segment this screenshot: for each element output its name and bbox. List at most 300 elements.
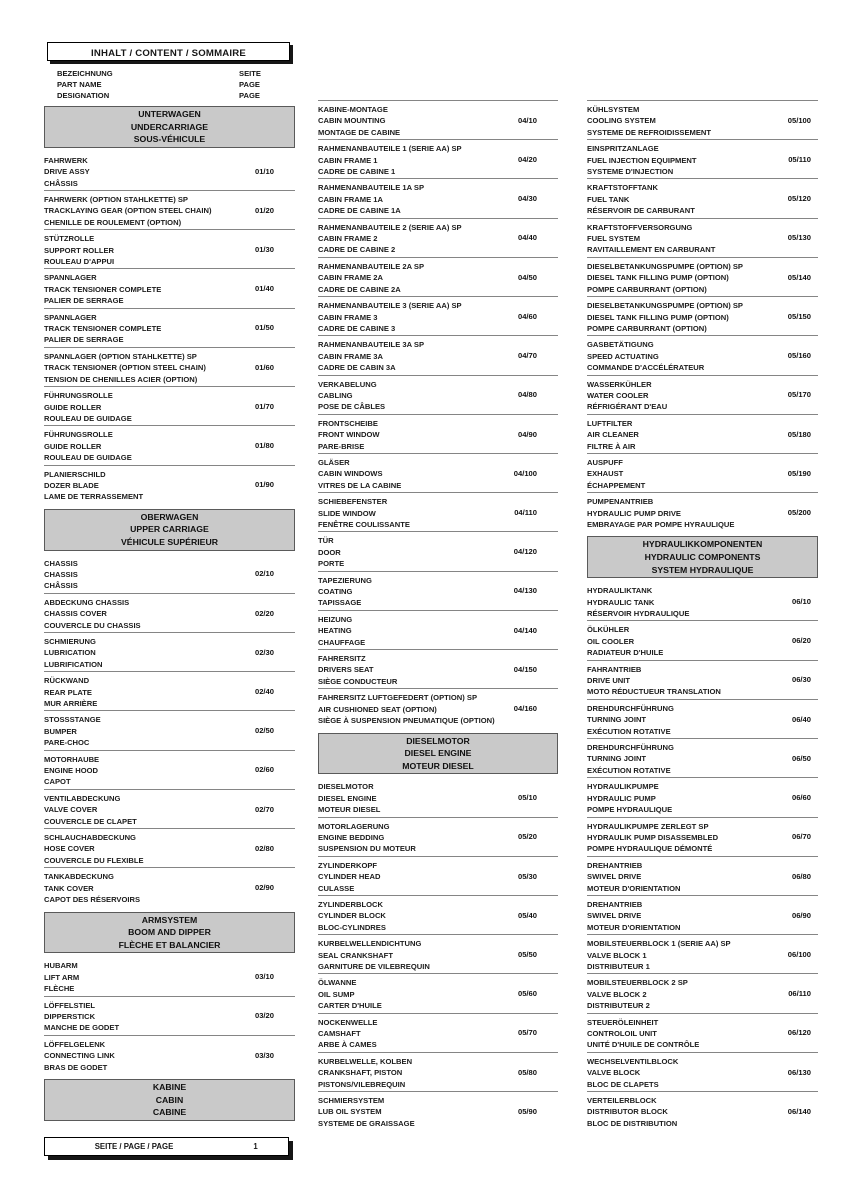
toc-entry [587,660,818,699]
toc-entry [44,996,295,1035]
section-header-line: CABIN [155,1094,184,1105]
entry-page-ref: 06/110 [788,989,811,999]
section-header-line: DIESELMOTOR [406,735,470,746]
entry-line-de: ZYLINDERBLOCK [318,899,383,909]
entry-line-en: AIR CUSHIONED SEAT (OPTION) [318,704,437,714]
entry-line-fr: ROULEAU D'APPUI [44,257,115,267]
entry-line-fr: FILTRE À AIR [587,441,636,451]
contents-title-box [47,42,290,61]
entry-line-de: LUFTFILTER [587,418,633,428]
entry-line-fr: ROULEAU DE GUIDAGE [44,453,132,463]
entry-page-ref: 05/30 [517,871,537,881]
entry-line-de: VENTILABDECKUNG [44,793,121,803]
entry-page-ref: 06/10 [791,596,811,606]
entry-line-fr: CADRE DE CABINE 1 [318,167,396,177]
section-header [44,509,295,551]
entry-line-fr: SYSTEME D'INJECTION [587,167,674,177]
section-header-line: SYSTEM HYDRAULIQUE [651,564,754,575]
entry-page-ref: 04/120 [513,547,537,557]
entry-page-ref: 03/10 [254,972,274,982]
entry-line-en: CABLING [318,390,353,400]
entry-page-ref: 02/70 [254,804,274,814]
entry-page-ref: 06/60 [791,793,811,803]
entry-line-en: TANK COVER [44,883,94,893]
entry-line-fr: CHAUFFAGE [318,637,366,647]
entry-line-fr: SIÈGE CONDUCTEUR [318,676,398,686]
entry-line-en: VALVE BLOCK 1 [587,950,647,960]
toc-entry [318,688,558,727]
entry-line-en: OIL COOLER [587,636,635,646]
entry-line-fr: MOTO RÉDUCTUEUR TRANSLATION [587,687,721,697]
toc-entry [44,347,295,386]
entry-page-ref: 02/20 [254,608,274,618]
entry-line-fr: ÉCHAPPEMENT [587,480,646,490]
section-header-line: BOOM AND DIPPER [128,927,211,938]
entry-page-ref: 05/10 [517,793,537,803]
toc-entry [44,828,295,867]
entry-line-fr: GARNITURE DE VILEBREQUIN [318,961,430,971]
entry-line-fr: BLOC-CYLINDRES [318,922,386,932]
entry-line-de: ÖLKÜHLER [587,625,630,635]
entry-line-fr: CARTER D'HUILE [318,1001,382,1011]
entry-line-en: HYDRAULIC PUMP [587,793,656,803]
entry-page-ref: 05/70 [517,1028,537,1038]
entry-line-de: SPANNLAGER [44,273,97,283]
entry-line-fr: RÉSERVOIR DE CARBURANT [587,206,695,216]
entry-line-en: LIFT ARM [44,972,80,982]
entry-line-de: KRAFTSTOFFVERSORGUNG [587,222,693,232]
entry-line-en: ENGINE BEDDING [318,832,385,842]
entry-page-ref: 04/150 [513,664,537,674]
toc-entry [587,620,818,659]
toc-entry [587,777,818,816]
section-header-line: UPPER CARRIAGE [130,524,209,535]
entry-page-ref: 06/100 [787,949,811,959]
entry-line-de: TAPEZIERUNG [318,575,372,585]
entry-line-de: ZYLINDERKOPF [318,860,378,870]
entry-line-de: WECHSELVENTILBLOCK [587,1056,679,1066]
entry-line-de: WASSERKÜHLER [587,379,652,389]
entry-line-fr: CADRE DE CABIN 3A [318,363,396,373]
entry-line-en: LUB OIL SYSTEM [318,1107,382,1117]
entry-line-fr: RADIATEUR D'HUILE [587,648,664,658]
entry-line-de: DIESELBETANKUNGSPUMPE (OPTION) SP [587,261,743,271]
section-header-line: HYDRAULIC COMPONENTS [644,552,761,562]
toc-entry [44,425,295,464]
entry-line-fr: SUSPENSION DU MOTEUR [318,844,416,854]
section-header-line: ARMSYSTEM [141,914,198,925]
entry-line-en: LUBRICATION [44,648,96,658]
toc-entry [44,229,295,268]
entry-page-ref: 05/170 [787,390,811,400]
entry-page-ref: 04/40 [517,233,537,243]
entry-line-fr: CHÂSSIS [44,581,78,591]
entry-line-en: SUPPORT ROLLER [44,245,115,255]
entry-line-de: TANKABDECKUNG [44,872,114,882]
entry-page-ref: 01/10 [254,166,274,176]
entry-line-de: HYDRAULIKPUMPE ZERLEGT SP [587,821,709,831]
toc-entry [318,973,558,1012]
entry-page-ref: 05/100 [787,115,811,125]
section-header [587,536,818,578]
entry-line-de: DREHDURCHFÜHRUNG [587,703,674,713]
entry-page-ref: 04/110 [514,507,537,517]
toc-entry [318,817,558,856]
entry-line-fr: EXÉCUTION ROTATIVE [587,765,671,775]
entry-line-fr: MOTEUR DIESEL [318,805,381,815]
entry-page-ref: 06/80 [791,871,811,881]
entry-line-fr: MOTEUR D'ORIENTATION [587,883,681,893]
toc-entry [44,152,295,190]
section-header [44,1079,295,1121]
entry-page-ref: 04/60 [517,311,537,321]
toc-block-list-1 [44,106,295,1121]
entry-line-de: PUMPENANTRIEB [587,497,654,507]
entry-line-fr: CULASSE [318,883,355,893]
entry-line-en: CABIN FRAME 3A [318,351,383,361]
entry-line-en: DIESEL ENGINE [318,793,377,803]
entry-line-fr: MOTEUR D'ORIENTATION [587,922,681,932]
entry-page-ref: 06/20 [791,636,811,646]
entry-line-en: SEAL CRANKSHAFT [318,950,393,960]
entry-line-en: GUIDE ROLLER [44,402,102,412]
section-header [44,912,295,954]
entry-page-ref: 01/90 [254,480,274,490]
entry-line-de: VERKABELUNG [318,379,377,389]
entry-page-ref: 05/150 [787,311,811,321]
entry-line-en: FUEL INJECTION EQUIPMENT [587,155,697,165]
entry-line-fr: DISTRIBUTEUR 2 [587,1001,650,1011]
toc-entry [318,414,558,453]
section-header-line: UNDERCARRIAGE [130,121,209,132]
entry-page-ref: 05/190 [787,468,811,478]
entry-line-fr: POMPE HYDRAULIQUE [587,805,673,815]
entry-line-en: VALVE BLOCK 2 [587,989,647,999]
toc-entry [587,296,818,335]
entry-page-ref: 05/20 [517,832,537,842]
entry-line-fr: TAPISSAGE [318,598,362,608]
entry-page-ref: 01/70 [254,401,274,411]
entry-line-de: SCHMIERUNG [44,636,96,646]
toc-entry [318,934,558,973]
toc-entry [587,257,818,296]
entry-line-fr: CADRE DE CABINE 1A [318,206,401,216]
entry-line-de: KURBELWELLENDICHTUNG [318,939,422,949]
entry-line-de: MOTORLAGERUNG [318,821,390,831]
entry-line-de: HUBARM [44,961,78,971]
entry-line-fr: CAPOT DES RÉSERVOIRS [44,895,141,905]
entry-line-en: COATING [318,587,353,597]
toc-entry [587,492,818,531]
toc-entry [587,139,818,178]
entry-line-en: CRANKSHAFT, PISTON [318,1068,403,1078]
entry-line-de: ÖLWANNE [318,978,357,988]
entry-line-fr: MANCHE DE GODET [44,1023,120,1033]
entry-line-en: FUEL SYSTEM [587,234,641,244]
entry-page-ref: 02/90 [254,883,274,893]
entry-line-fr: ARBE À CAMES [318,1040,377,1050]
toc-entry [587,414,818,453]
entry-line-en: GUIDE ROLLER [44,441,102,451]
page-label-group [239,68,261,102]
entry-line-de: DREHANTRIEB [587,860,643,870]
entry-line-en: DOZER BLADE [44,480,99,490]
toc-entry [587,738,818,777]
entry-page-ref: 06/140 [787,1106,811,1116]
entry-page-ref: 04/90 [517,429,537,439]
entry-page-ref: 06/50 [791,753,811,763]
entry-line-de: PLANIERSCHILD [44,469,106,479]
entry-line-fr: FENÊTRE COULISSANTE [318,520,410,529]
entry-line-fr: POMPE CARBURRANT (OPTION) [587,323,707,333]
entry-line-de: RAHMENANBAUTEILE 2 (SERIE AA) SP [318,222,462,232]
entry-line-de: MOBILSTEUERBLOCK 2 SP [587,978,688,988]
toc-entry [318,492,558,531]
entry-line-en: DRIVERS SEAT [318,665,374,675]
entry-line-fr: PARE-CHOC [44,738,90,748]
entry-line-en: DRIVE UNIT [587,676,631,686]
section-header-line: KABINE [152,1081,187,1092]
toc-entry [318,856,558,895]
entry-line-fr: EXÉCUTION ROTATIVE [587,726,671,736]
entry-line-fr: CADRE DE CABINE 3 [318,323,396,333]
entry-line-en: TURNING JOINT [587,754,647,764]
entry-line-fr: COMMANDE D'ACCÉLÉRATEUR [587,363,705,373]
section-header-line: HYDRAULIKKOMPONENTEN [642,539,763,550]
entry-line-fr: MUR ARRIÈRE [44,699,98,708]
entry-line-en: SPEED ACTUATING [587,351,659,361]
entry-page-ref: 06/30 [791,675,811,685]
entry-line-de: MOBILSTEUERBLOCK 1 (SERIE AA) SP [587,939,731,949]
toc-entry [587,973,818,1012]
entry-line-de: DIESELMOTOR [318,782,374,792]
entry-line-en: CABIN FRAME 1A [318,194,383,204]
entry-page-ref: 01/80 [254,441,274,451]
toc-entry [587,1052,818,1091]
entry-line-de: DREHDURCHFÜHRUNG [587,743,674,753]
toc-entry [587,895,818,934]
entry-line-fr: SYSTEME DE GRAISSAGE [318,1118,415,1128]
entry-line-fr: FLÈCHE [44,984,75,994]
entry-line-en: OIL SUMP [318,989,355,999]
entry-line-en: CHASSIS [44,569,78,579]
entry-line-en: CABIN FRAME 1 [318,155,378,165]
entry-line-en: HYDRAULIC TANK [587,597,655,607]
toc-entry [318,1013,558,1052]
contents-column-1 [44,42,295,1125]
entry-line-en: HOSE COVER [44,844,95,854]
entry-line-de: RÜCKWAND [44,676,90,686]
toc-entry [318,375,558,414]
entry-page-ref: 01/30 [254,245,274,255]
entry-line-fr: PORTE [318,559,345,569]
toc-entry [318,100,558,139]
entry-page-ref: 05/140 [787,272,811,282]
entry-page-ref: 05/130 [787,233,811,243]
entry-line-de: NOCKENWELLE [318,1017,378,1027]
entry-line-de: HYDRAULIKPUMPE [587,782,659,792]
entry-page-ref: 02/60 [254,765,274,775]
entry-line-en: DOOR [318,547,341,557]
entry-page-ref: 05/60 [517,989,537,999]
entry-line-en: CHASSIS COVER [44,609,107,619]
label-designation: DESIGNATION [57,91,110,101]
entry-page-ref: 05/50 [517,949,537,959]
entry-line-de: HYDRAULIKTANK [587,586,653,596]
entry-line-de: FAHRWERK (OPTION STAHLKETTE) SP [44,195,188,204]
entry-page-ref: 04/30 [517,194,537,204]
footer-page-label: SEITE / PAGE / PAGE [94,1142,174,1151]
entry-line-de: AUSPUFF [587,457,623,467]
entry-page-ref: 06/120 [787,1028,811,1038]
entry-page-ref: 01/50 [254,323,274,333]
entry-line-fr: VITRES DE LA CABINE [318,480,402,490]
entry-line-de: STOSSSTANGE [44,715,101,725]
entry-line-fr: POMPE CARBURRANT (OPTION) [587,284,707,294]
contents-column-3 [587,100,818,1130]
label-page-fr: PAGE [239,91,260,101]
entry-page-ref: 01/40 [254,284,274,294]
entry-line-de: VERTEILERBLOCK [587,1096,657,1106]
toc-entry [318,1052,558,1091]
entry-line-de: SCHLAUCHABDECKUNG [44,833,136,843]
entry-line-en: CABIN FRAME 2 [318,234,378,244]
entry-page-ref: 04/20 [517,155,537,165]
entry-line-de: KURBELWELLE, KOLBEN [318,1056,413,1066]
entry-page-ref: 05/200 [787,507,811,517]
toc-entry [44,710,295,749]
entry-line-fr: RÉSERVOIR HYDRAULIQUE [587,609,690,618]
label-seite: SEITE [239,69,261,78]
toc-block-list-3 [587,100,818,1130]
entry-line-de: DIESELBETANKUNGSPUMPE (OPTION) SP [587,301,743,311]
toc-entry [318,1091,558,1130]
entry-line-fr: BRAS DE GODET [44,1062,108,1072]
entry-line-de: SCHIEBEFENSTER [318,497,388,507]
label-bezeichnung: BEZEICHNUNG [57,69,113,78]
entry-line-en: TRACK TENSIONER COMPLETE [44,284,162,294]
toc-entry [587,1013,818,1052]
entry-line-de: MOTORHAUBE [44,754,100,764]
entry-line-fr: CHENILLE DE ROULEMENT (OPTION) [44,217,182,227]
entry-line-de: LÖFFELGELENK [44,1039,106,1049]
page-footer-box [44,1137,289,1156]
entry-line-de: RAHMENANBAUTEILE 1A SP [318,183,425,193]
entry-line-fr: RAVITAILLEMENT EN CARBURANT [587,245,716,255]
entry-line-de: STEUERÖLEINHEIT [587,1017,659,1027]
entry-line-en: SWIVEL DRIVE [587,911,642,921]
section-header [318,733,558,775]
entry-line-de: CHASSIS [44,558,78,568]
entry-line-fr: CHÂSSIS [44,178,78,188]
entry-page-ref: 05/110 [788,155,811,165]
entry-line-en: CABIN FRAME 3 [318,312,378,322]
entry-line-fr: SIÈGE À SUSPENSION PNEUMATIQUE (OPTION) [318,716,495,726]
entry-page-ref: 02/40 [254,686,274,696]
page-title: INHALT / CONTENT / SOMMAIRE [91,48,246,59]
section-header-line: FLÈCHE ET BALANCIER [118,939,221,950]
toc-entry [44,555,295,593]
toc-entry [587,218,818,257]
entry-line-de: FAHRERSITZ [318,654,366,664]
section-header-line: DIESEL ENGINE [404,748,472,759]
entry-line-fr: SYSTEME DE REFROIDISSEMENT [587,127,712,137]
entry-line-en: CONNECTING LINK [44,1051,115,1061]
entry-line-en: VALVE BLOCK [587,1068,641,1078]
entry-line-fr: TENSION DE CHENILLES ACIER (OPTION) [44,374,198,384]
entry-line-en: DIESEL TANK FILLING PUMP (OPTION) [587,312,729,322]
toc-entry [587,699,818,738]
toc-entry [44,957,295,995]
entry-page-ref: 04/80 [517,390,537,400]
entry-line-de: TÜR [318,536,334,546]
toc-entry [318,296,558,335]
entry-line-de: SPANNLAGER (OPTION STAHLKETTE) SP [44,351,197,361]
entry-line-en: CAMSHAFT [318,1029,361,1038]
entry-line-fr: CADRE DE CABINE 2A [318,284,401,294]
entry-line-fr: PISTONS/VILEBREQUIN [318,1079,406,1089]
entry-line-fr: RÉFRIGÉRANT D'EAU [587,402,668,412]
entry-page-ref: 04/160 [513,704,537,714]
entry-line-en: DRIVE ASSY [44,167,90,177]
section-header-line: VÉHICULE SUPÉRIEUR [120,536,219,547]
entry-line-de: SPANNLAGER [44,312,97,322]
entry-line-en: FRONT WINDOW [318,430,380,440]
entry-line-en: EXHAUST [587,469,624,479]
entry-line-en: FUEL TANK [587,194,630,204]
entry-line-fr: PARE-BRISE [318,441,365,451]
label-page-en: PAGE [239,80,260,90]
entry-line-fr: MONTAGE DE CABINE [318,127,401,137]
entry-line-fr: COUVERCLE DU CHASSIS [44,620,141,630]
toc-entry [44,465,295,504]
entry-line-fr: CADRE DE CABINE 2 [318,245,396,255]
section-header [44,106,295,148]
toc-entry [318,895,558,934]
entry-line-fr: UNITÉ D'HUILE DE CONTRÔLE [587,1040,700,1050]
section-header-line: SOUS-VÉHICULE [133,134,206,145]
entry-page-ref: 04/140 [513,625,537,635]
entry-line-en: REAR PLATE [44,687,92,697]
entry-line-en: AIR CLEANER [587,430,639,440]
entry-line-en: CABIN WINDOWS [318,469,383,479]
toc-entry [318,453,558,492]
entry-page-ref: 05/40 [517,910,537,920]
entry-line-en: CONTROLOIL UNIT [587,1029,657,1038]
entry-page-ref: 02/50 [254,726,274,736]
entry-line-de: KABINE-MONTAGE [318,105,388,114]
toc-entry [44,1035,295,1074]
entry-page-ref: 02/30 [254,647,274,657]
entry-line-de: GASBETÄTIGUNG [587,340,654,350]
entry-line-en: DIPPERSTICK [44,1011,96,1021]
entry-line-de: RAHMENANBAUTEILE 1 (SERIE AA) SP [318,144,462,154]
entry-line-en: TURNING JOINT [587,715,647,725]
section-header-line: UNTERWAGEN [138,109,201,119]
entry-page-ref: 05/120 [787,194,811,204]
entry-page-ref: 05/180 [787,429,811,439]
entry-line-fr: BLOC DE DISTRIBUTION [587,1118,678,1128]
entry-line-de: RAHMENANBAUTEILE 2A SP [318,261,425,271]
entry-line-de: FÜHRUNGSROLLE [44,430,113,440]
entry-page-ref: 04/130 [513,586,537,596]
entry-line-de: GLÄSER [318,457,350,467]
entry-page-ref: 01/60 [254,362,274,372]
entry-line-de: ABDECKUNG CHASSIS [44,597,130,607]
entry-line-fr: PALIER DE SERRAGE [44,335,124,345]
entry-line-fr: PALIER DE SERRAGE [44,296,124,306]
entry-page-ref: 06/130 [787,1067,811,1077]
